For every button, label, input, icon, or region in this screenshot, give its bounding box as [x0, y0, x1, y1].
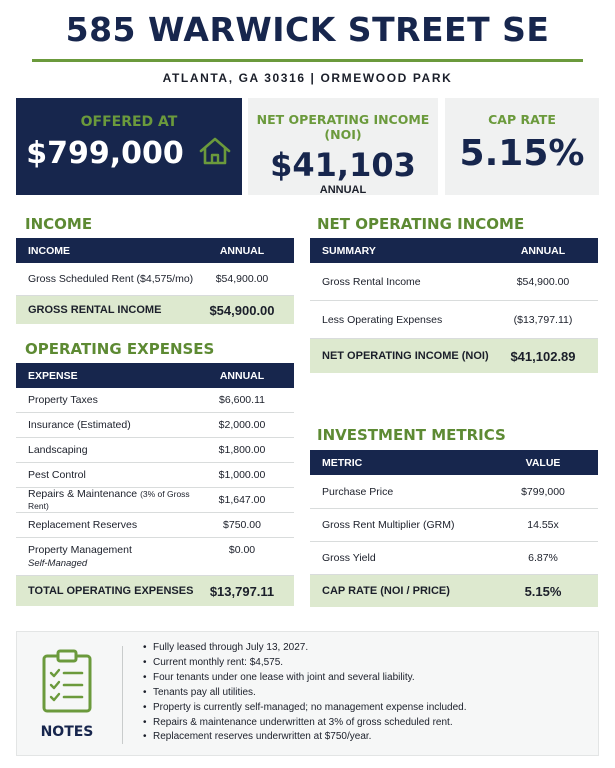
column-header: VALUE	[525, 456, 561, 469]
row-value: $2,000.00	[218, 419, 266, 431]
table-header	[310, 450, 598, 475]
table-row	[310, 542, 598, 575]
row-value: $1,800.00	[218, 444, 266, 456]
table-row	[310, 475, 598, 509]
row-label	[28, 544, 202, 569]
table-row	[310, 509, 598, 542]
row-value: $750.00	[223, 519, 261, 531]
table-row	[16, 488, 294, 513]
total-value: $54,900.00	[209, 302, 275, 318]
offered-at-label: OFFERED AT	[80, 114, 178, 130]
column-header: ANNUAL	[219, 244, 265, 257]
notes-label: NOTES	[40, 724, 94, 740]
table-header	[310, 238, 598, 263]
row-note: Self-Managed	[28, 558, 88, 569]
noi-value: $41,103	[270, 146, 416, 184]
cap-rate-label: CAP RATE	[488, 112, 556, 127]
notes-list	[143, 641, 467, 745]
income-table	[16, 238, 294, 324]
table-header	[16, 238, 294, 263]
row-label: Pest Control	[28, 469, 86, 481]
list-item: • Current monthly rent: $4,575.	[143, 656, 467, 671]
column-header: ANNUAL	[520, 244, 566, 257]
page-title: 585 WARWICK STREET SE	[65, 10, 550, 49]
total-label: CAP RATE (NOI / PRICE)	[322, 585, 450, 597]
notes-panel	[16, 631, 599, 756]
row-value: $54,900.00	[215, 273, 269, 285]
row-value: $1,000.00	[218, 469, 266, 481]
row-label: Property Taxes	[28, 394, 98, 406]
expenses-heading: OPERATING EXPENSES	[25, 340, 215, 358]
notes-divider	[122, 646, 123, 744]
noi-label: NET OPERATING INCOME (NOI)	[256, 112, 430, 142]
table-header	[16, 363, 294, 388]
cap-rate-box	[445, 98, 599, 195]
row-value: $799,000	[521, 485, 565, 498]
metrics-table	[310, 450, 598, 607]
list-item: • Tenants pay all utilities.	[143, 686, 467, 701]
row-label: Insurance (Estimated)	[28, 419, 131, 431]
table-row	[16, 438, 294, 463]
row-value: $0.00	[228, 544, 256, 556]
list-item: • Replacement reserves underwritten at $750/year.	[143, 730, 467, 745]
row-value: ($13,797.11)	[513, 313, 573, 326]
noi-box	[248, 98, 438, 195]
table-row	[16, 513, 294, 538]
list-item: • Property is currently self-managed; no management expense included.	[143, 701, 467, 716]
table-row	[16, 538, 294, 576]
table-row	[310, 301, 598, 339]
row-value: $54,900.00	[516, 275, 570, 288]
row-label	[28, 488, 202, 512]
offered-at-box	[16, 98, 242, 195]
offered-at-value: $799,000	[26, 136, 184, 171]
column-header: INCOME	[28, 244, 70, 257]
cap-rate-value: 5.15%	[459, 133, 585, 174]
total-row	[16, 576, 294, 606]
title-divider	[32, 59, 583, 62]
total-value: 5.15%	[524, 583, 562, 599]
table-row	[16, 413, 294, 438]
row-value: 14.55x	[527, 519, 559, 531]
address-subtitle: ATLANTA, GA 30316 | ORMEWOOD PARK	[162, 71, 453, 85]
row-label: Landscaping	[28, 444, 88, 456]
total-row	[310, 575, 598, 607]
total-value: $13,797.11	[209, 583, 275, 599]
row-label: Gross Scheduled Rent ($4,575/mo)	[28, 273, 194, 285]
table-row	[16, 263, 294, 296]
row-label: Gross Rent Multiplier (GRM)	[322, 519, 455, 531]
total-label: GROSS RENTAL INCOME	[28, 304, 162, 316]
income-heading: INCOME	[25, 215, 93, 233]
column-header: METRIC	[322, 456, 363, 469]
total-row	[310, 339, 598, 373]
total-label: TOTAL OPERATING EXPENSES	[28, 585, 194, 597]
row-value: 6.87%	[528, 552, 558, 564]
row-label: Replacement Reserves	[28, 519, 138, 531]
row-label: Gross Rental Income	[322, 275, 421, 288]
metrics-heading: INVESTMENT METRICS	[317, 426, 506, 444]
expenses-table	[16, 363, 294, 606]
row-note: (3% of Gross Rent)	[28, 489, 190, 511]
noi-heading: NET OPERATING INCOME	[317, 215, 525, 233]
house-icon	[198, 136, 232, 171]
total-value: $41,102.89	[510, 348, 576, 364]
table-row	[16, 463, 294, 488]
column-header: ANNUAL	[219, 369, 265, 382]
clipboard-checklist-icon	[41, 648, 93, 719]
table-row	[16, 388, 294, 413]
row-label: Purchase Price	[322, 485, 394, 498]
row-value: $1,647.00	[218, 494, 266, 506]
list-item: • Repairs & maintenance underwritten at 3% of gross scheduled rent.	[143, 716, 467, 731]
list-item: • Four tenants under one lease with joint and several liability.	[143, 671, 467, 686]
row-value: $6,600.11	[219, 394, 265, 406]
list-item: • Fully leased through July 13, 2027.	[143, 641, 467, 656]
row-label: Gross Yield	[322, 552, 376, 564]
row-label: Less Operating Expenses	[322, 313, 443, 326]
row-label-text: Repairs & Maintenance	[28, 488, 138, 500]
column-header: SUMMARY	[322, 244, 376, 257]
total-row	[16, 296, 294, 324]
total-label: NET OPERATING INCOME (NOI)	[322, 350, 489, 362]
row-label-text: Property Management	[28, 544, 132, 556]
column-header: EXPENSE	[28, 369, 78, 382]
table-row	[310, 263, 598, 301]
noi-table	[310, 238, 598, 373]
noi-annual-label: ANNUAL	[319, 184, 367, 196]
